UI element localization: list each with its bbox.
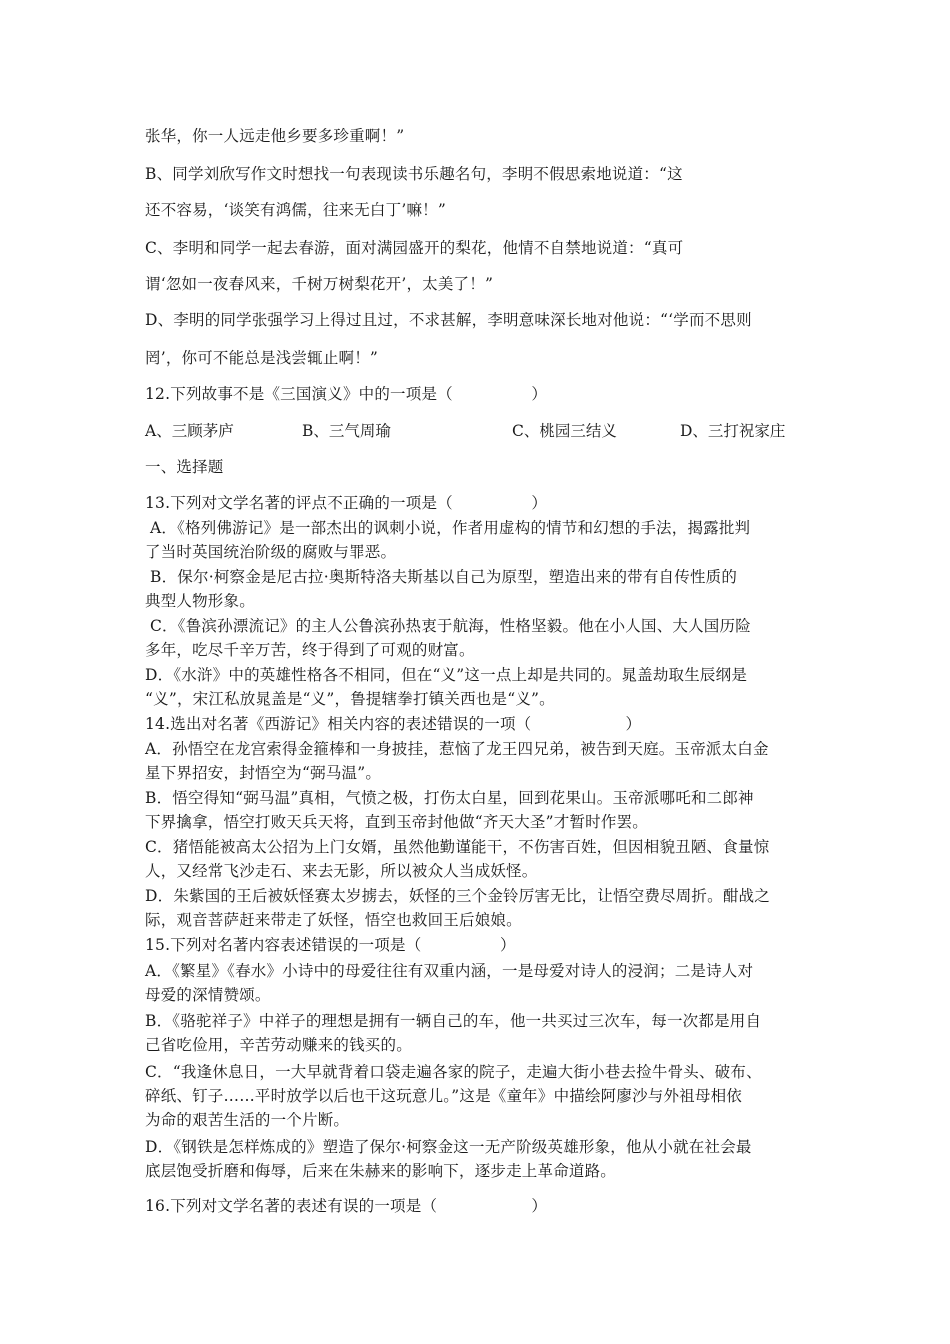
q12-option-b: B、三气周瑜 [302, 422, 391, 440]
q14-option-c-line2: 人，又经常飞沙走石、来去无影，所以被众人当成妖怪。 [145, 862, 538, 880]
q13-option-d-line2: “义”，宋江私放晁盖是“义”，鲁提辖拳打镇关西也是“义”。 [145, 690, 555, 708]
q14-stem: 14.选出对名著《西游记》相关内容的表述错误的一项（ ） [145, 715, 642, 733]
q11-option-d-line1: D、李明的同学张强学习上得过且过，不求甚解，李明意味深长地对他说：“‘学而不思则 [145, 311, 752, 329]
q14-option-c-line1: C．猪悟能被高太公招为上门女婿，虽然他勤谨能干，不伤害百姓，但因相貌丑陋、食量惊 [145, 838, 770, 856]
q15-option-c-line2: 碎纸、钉子……平时放学以后也干这玩意儿。”这是《童年》中描绘阿廖沙与外祖母相依 [145, 1087, 742, 1105]
q13-option-b-line1: B．保尔·柯察金是尼古拉·奥斯特洛夫斯基以自己为原型，塑造出来的带有自传性质的 [150, 568, 738, 586]
q11-option-a-tail: 张华，你一人远走他乡要多珍重啊！” [145, 127, 405, 145]
q14-option-a-line1: A．孙悟空在龙宫索得金箍棒和一身披挂，惹恼了龙王四兄弟，被告到天庭。玉帝派太白金 [145, 740, 769, 758]
q15-option-a-line2: 母爱的深情赞颂。 [145, 986, 271, 1004]
q14-option-b-line2: 下界擒拿，悟空打败天兵天将，直到玉帝封他做“齐天大圣”才暂时作罢。 [145, 813, 648, 831]
q15-stem: 15.下列对名著内容表述错误的一项是（ ） [145, 936, 516, 954]
q11-option-b-line2: 还不容易，‘谈笑有鸿儒，往来无白丁’嘛！” [145, 201, 446, 219]
q16-stem: 16.下列对文学名著的表述有误的一项是（ ） [145, 1197, 548, 1215]
q11-option-c-line2: 谓‘忽如一夜春风来，千树万树梨花开’，太美了！” [145, 275, 494, 293]
q15-option-b-line2: 己省吃俭用，辛苦劳动赚来的钱买的。 [145, 1036, 412, 1054]
q14-option-d-line1: D．朱紫国的王后被妖怪赛太岁掳去，妖怪的三个金铃厉害无比，让悟空费尽周折。酣战之 [145, 887, 770, 905]
q12-option-c: C、桃园三结义 [512, 422, 617, 440]
q13-option-c-line2: 多年，吃尽千辛万苦，终于得到了可观的财富。 [145, 641, 475, 659]
q14-option-b-line1: B．悟空得知“弼马温”真相，气愤之极，打伤太白星，回到花果山。玉帝派哪吒和二郎神 [145, 789, 754, 807]
q15-option-c-line3: 为命的艰苦生活的一个片断。 [145, 1111, 350, 1129]
q12-option-a: A、三顾茅庐 [145, 422, 234, 440]
q13-option-a-line1: A．《格列佛游记》是一部杰出的讽刺小说，作者用虚构的情节和幻想的手法，揭露批判 [150, 519, 751, 537]
q15-option-a-line1: A．《繁星》《春水》小诗中的母爱往往有双重内涵，一是母爱对诗人的浸润；二是诗人对 [145, 962, 754, 980]
q14-option-d-line2: 际，观音菩萨赶来带走了妖怪，悟空也救回王后娘娘。 [145, 911, 522, 929]
q13-option-c-line1: C．《鲁滨孙漂流记》的主人公鲁滨孙热衷于航海，性格坚毅。他在小人国、大人国历险 [150, 617, 751, 635]
q13-option-b-line2: 典型人物形象。 [145, 592, 255, 610]
q12-option-d: D、三打祝家庄 [680, 422, 786, 440]
q15-option-d-line1: D．《钢铁是怎样炼成的》塑造了保尔·柯察金这一无产阶级英雄形象，他从小就在社会最 [145, 1138, 752, 1156]
section-heading: 一、选择题 [145, 458, 224, 476]
q15-option-d-line2: 底层饱受折磨和侮辱，后来在朱赫来的影响下，逐步走上革命道路。 [145, 1162, 617, 1180]
q14-option-a-line2: 星下界招安，封悟空为“弼马温”。 [145, 764, 382, 782]
q15-option-c-line1: C．“我逢休息日，一大早就背着口袋走遍各家的院子，走遍大街小巷去捡牛骨头、破布、 [145, 1063, 762, 1081]
q12-stem: 12.下列故事不是《三国演义》中的一项是（ ） [145, 385, 548, 403]
q13-stem: 13.下列对文学名著的评点不正确的一项是（ ） [145, 494, 548, 512]
q13-option-a-line2: 了当时英国统治阶级的腐败与罪恶。 [145, 543, 397, 561]
q12-options [145, 421, 845, 441]
q11-option-b-line1: B、同学刘欣写作文时想找一句表现读书乐趣名句，李明不假思索地说道：“这 [145, 165, 683, 183]
q13-option-d-line1: D．《水浒》中的英雄性格各不相同，但在“义”这一点上却是共同的。晁盖劫取生辰纲是 [145, 666, 748, 684]
q11-option-d-line2: 罔’，你可不能总是浅尝辄止啊！” [145, 349, 379, 367]
q15-option-b-line1: B．《骆驼祥子》中祥子的理想是拥有一辆自己的车，他一共买过三次车，每一次都是用自 [145, 1012, 762, 1030]
q11-option-c-line1: C、李明和同学一起去春游，面对满园盛开的梨花，他情不自禁地说道：“真可 [145, 239, 684, 257]
